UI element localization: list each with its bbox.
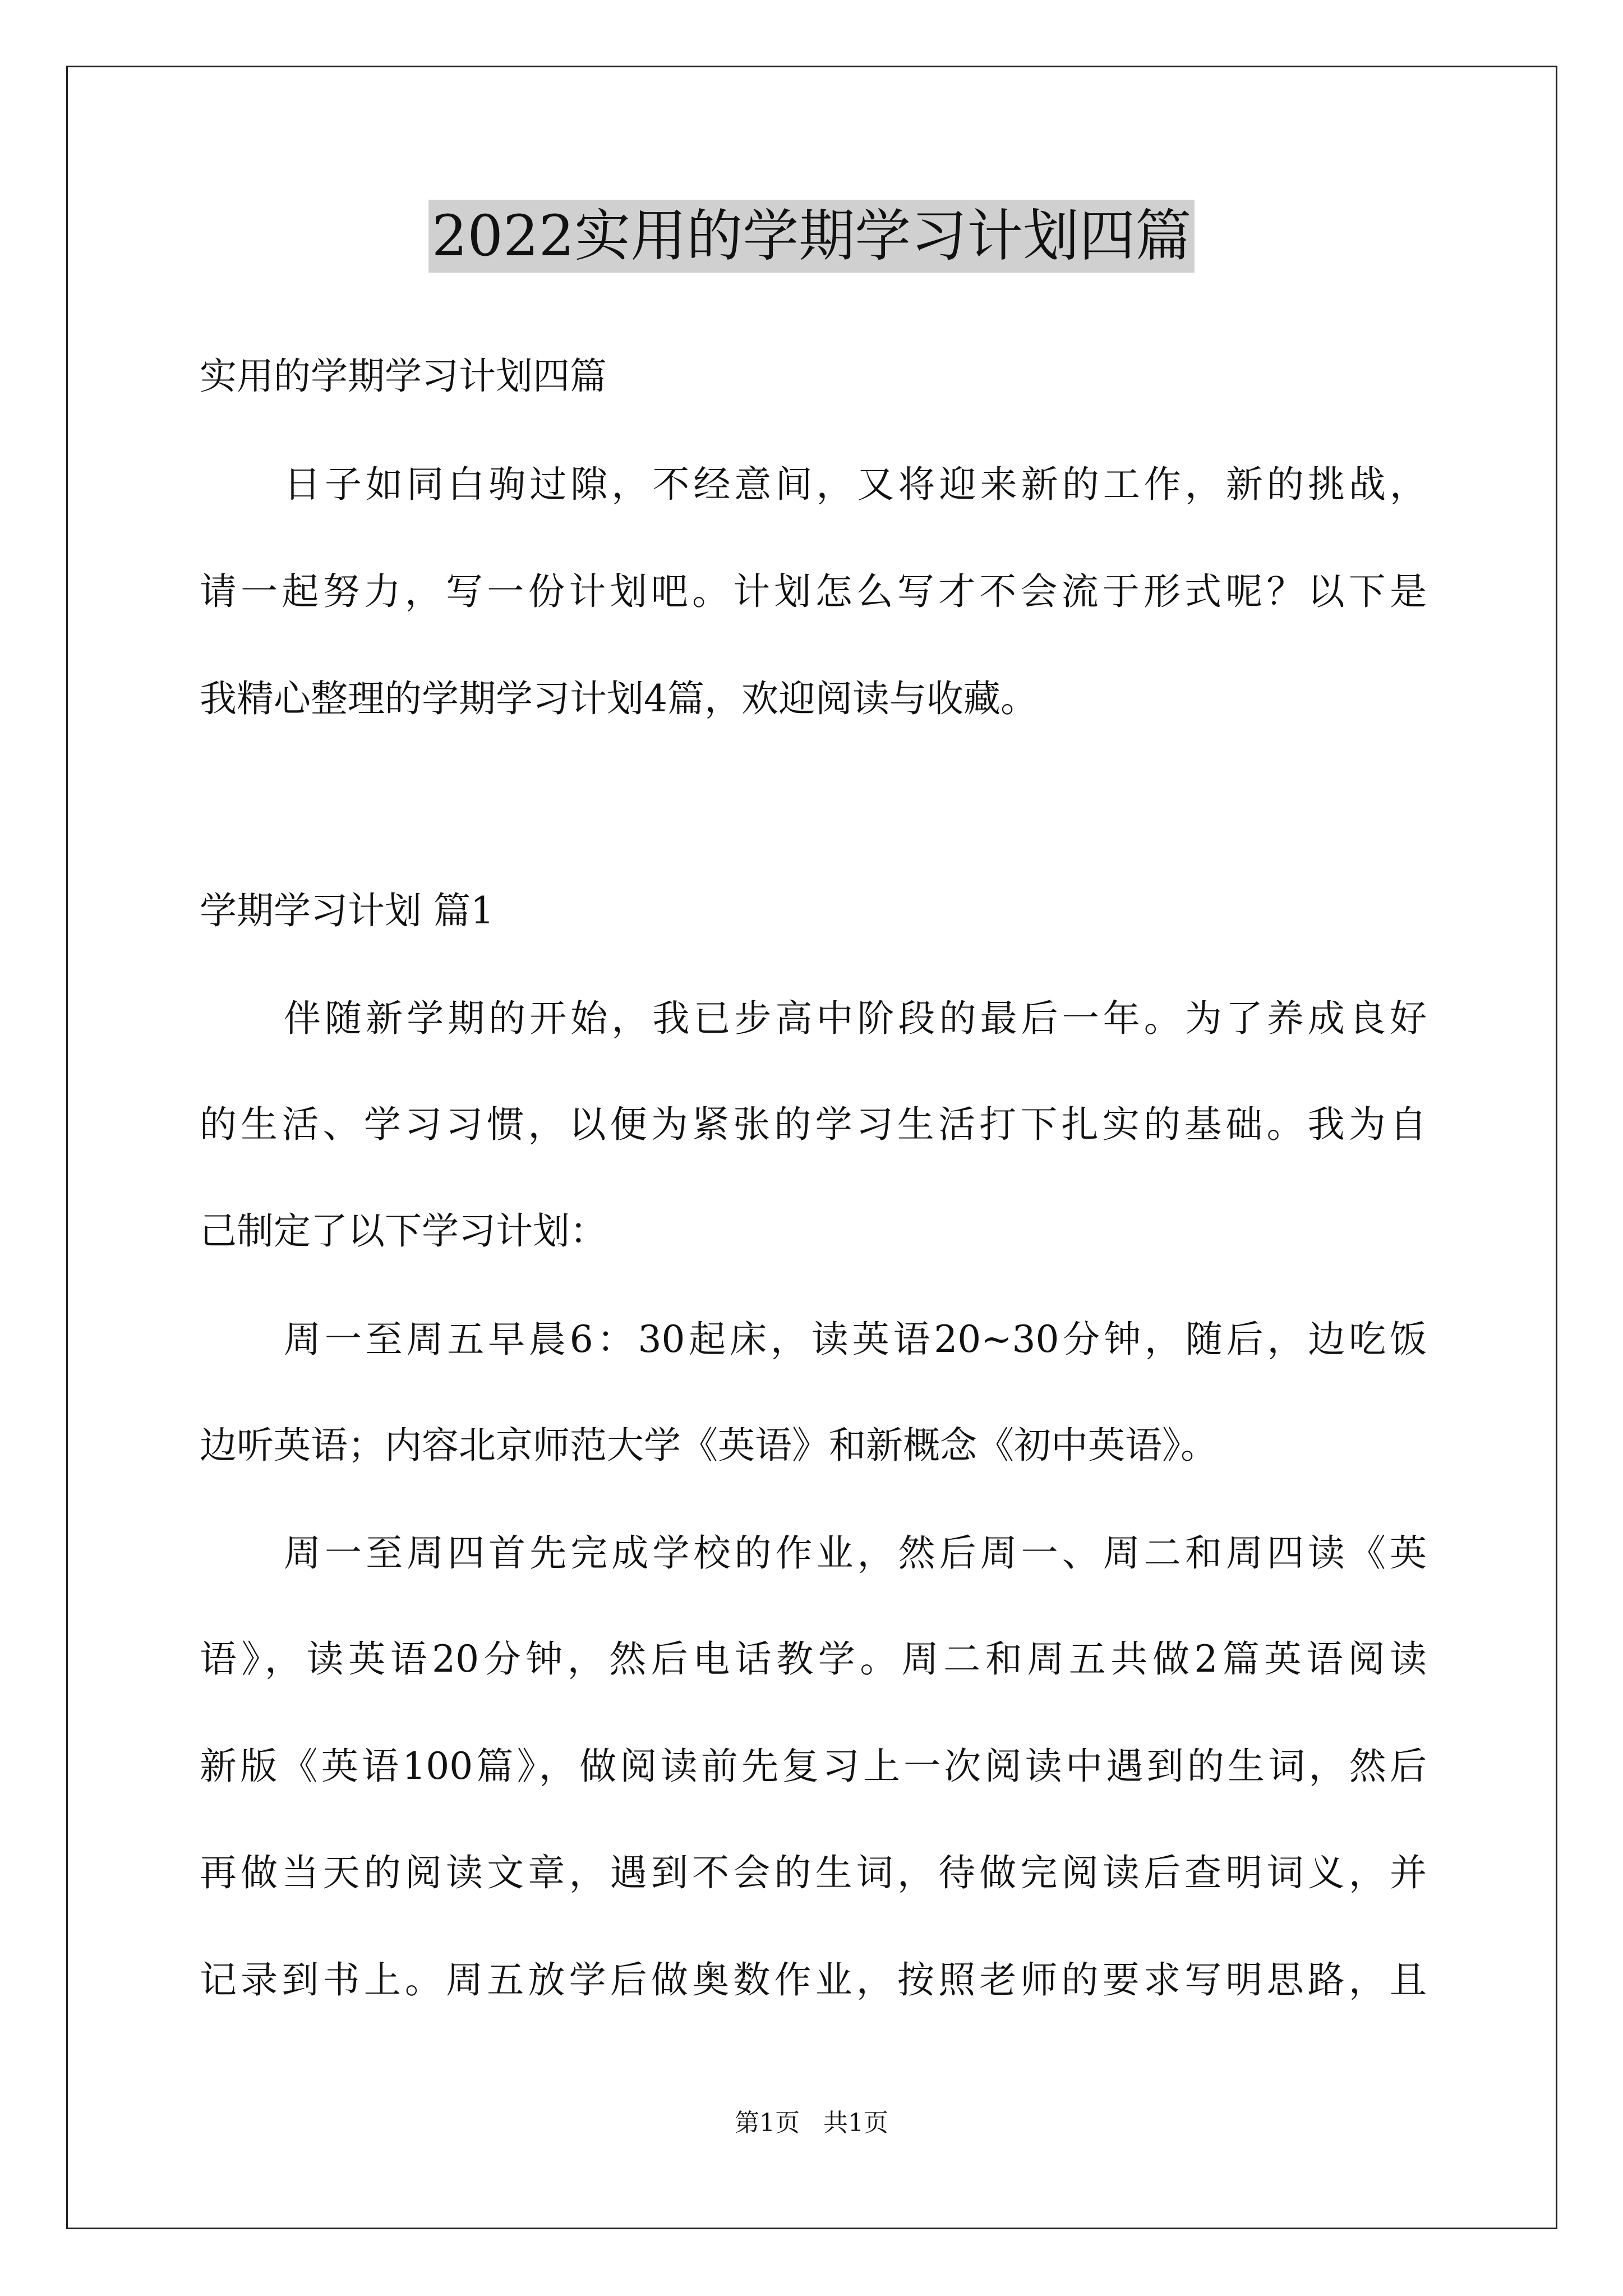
body-line-3: 己制定了以下学习计划：: [200, 1209, 607, 1253]
section-heading: 学期学习计划 篇1: [200, 889, 494, 932]
document-title-container: [0, 200, 1623, 273]
page-footer: [0, 2106, 1623, 2140]
intro-line-3: 我精心整理的学期学习计划4篇，欢迎阅读与收藏。: [200, 677, 1038, 720]
page-number-total: 共1页: [823, 2109, 888, 2137]
body-line-5: 边听英语；内容北京师范大学《英语》和新概念《初中英语》。: [200, 1424, 1218, 1467]
body-line-4: 周一至周五早晨6：30起床，读英语20~30分钟，随后，边吃饭: [284, 1318, 1427, 1361]
page-number-current: 第1页: [735, 2109, 800, 2137]
body-line-9: 再做当天的阅读文章，遇到不会的生词，待做完阅读后查明词义，并: [200, 1851, 1427, 1894]
subtitle: 实用的学期学习计划四篇: [200, 355, 607, 398]
document-title: 2022实用的学期学习计划四篇: [428, 200, 1195, 273]
intro-line-1: 日子如同白驹过隙，不经意间，又将迎来新的工作，新的挑战，: [284, 463, 1427, 506]
body-line-7: 语》，读英语20分钟，然后电话教学。周二和周五共做2篇英语阅读: [200, 1637, 1427, 1681]
body-line-1: 伴随新学期的开始，我已步高中阶段的最后一年。为了养成良好: [284, 997, 1427, 1040]
body-line-6: 周一至周四首先完成学校的作业，然后周一、周二和周四读《英: [284, 1531, 1427, 1575]
body-line-8: 新版《英语100篇》，做阅读前先复习上一次阅读中遇到的生词，然后: [200, 1745, 1427, 1788]
body-line-10: 记录到书上。周五放学后做奥数作业，按照老师的要求写明思路，且: [200, 1958, 1427, 2001]
intro-line-2: 请一起努力，写一份计划吧。计划怎么写才不会流于形式呢？以下是: [200, 570, 1427, 613]
body-line-2: 的生活、学习习惯，以便为紧张的学习生活打下扎实的基础。我为自: [200, 1103, 1427, 1146]
